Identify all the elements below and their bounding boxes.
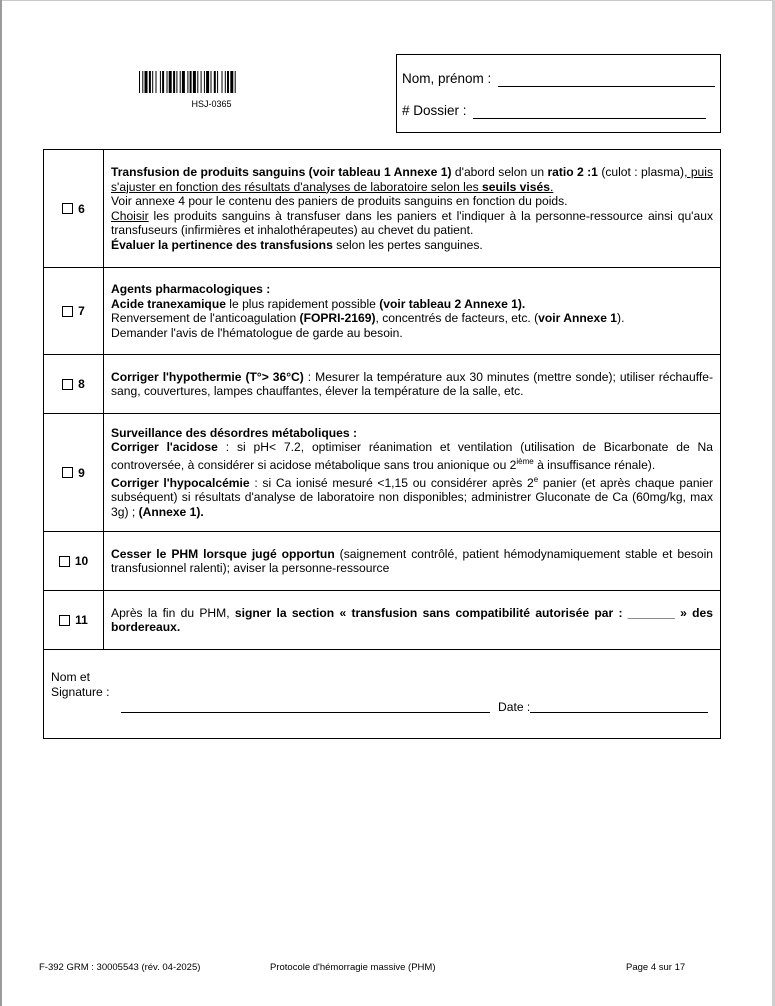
barcode-bar [182, 71, 185, 93]
barcode-bar [193, 71, 196, 93]
step-text-segment: Transfusion de produits sanguins (voir tableau 1 Annexe 1) [111, 165, 452, 179]
step-row [44, 591, 720, 650]
step-text-segment: Choisir [111, 208, 149, 223]
step-text-segment: panier (et après chaque panier subséquent) si résultats d'analyse de laboratoire non disponibles; administrer Gluconate de Ca (60mg/kg, max 3g) ; [111, 475, 713, 519]
footer-form-code: F-392 GRM : 30005543 (rév. 04-2025) [39, 962, 201, 973]
step-text-segment: Demander l'avis de l'hématologue de garde au besoin. [111, 325, 403, 340]
step-text-line [111, 238, 713, 253]
step-text-line [111, 606, 713, 635]
page-left-edge [0, 0, 2, 1006]
step-number-cell [44, 268, 104, 354]
step-text-segment: Corriger l'hypothermie (T°> 36°C) [111, 369, 304, 384]
step-number-cell [44, 414, 104, 531]
step-text-line [111, 209, 713, 238]
step-checkbox[interactable] [62, 306, 73, 317]
barcode-bar [204, 71, 205, 93]
signature-label-line2: Signature : [51, 685, 110, 699]
step-text-line [111, 326, 713, 341]
barcode-bar [160, 71, 161, 93]
step-text-segment: Corriger l'acidose [111, 440, 218, 455]
step-text-segment: Acide tranexamique [111, 296, 226, 311]
step-text-segment: selon les pertes sanguines. [332, 237, 483, 252]
barcode-bar [145, 71, 148, 93]
barcode-bar [222, 71, 223, 93]
step-text-segment: (saignement contrôlé, patient hémodynamiquement stable et besoin transfusionnel ralenti); aviser la personne-ressource [111, 546, 713, 575]
step-text-line [111, 547, 713, 576]
step-number-cell [44, 591, 104, 649]
barcode-bar [206, 71, 209, 93]
step-text-segment: à insuffisance rénale). [533, 458, 656, 472]
step-text-segment: ). [617, 311, 625, 325]
patient-name-label: Nom, prénom : [402, 71, 492, 86]
step-checkbox[interactable] [59, 615, 70, 626]
step-content [104, 591, 720, 649]
step-text-segment: : Mesurer la température aux 30 minutes (mettre sonde); utiliser réchauffe-sang, couvertures, lampes chauffantes, élever la température de la salle, etc. [111, 369, 713, 398]
step-checkbox[interactable] [62, 379, 73, 390]
dossier-label: # Dossier : [402, 103, 467, 118]
step-text-segment: (culot : plasma) [597, 165, 685, 179]
step-text-line [111, 282, 713, 297]
step-number: 11 [75, 613, 88, 627]
barcode-bar [211, 71, 212, 93]
step-text-segment: voir Annexe 1 [538, 311, 618, 325]
step-text-segment: d'abord selon un [451, 165, 548, 179]
date-label: Date : [498, 700, 531, 714]
step-text-segment: Renversement de l'anticoagulation [111, 311, 300, 325]
barcode-bar [235, 71, 236, 93]
step-text-segment: . [549, 179, 554, 194]
step-number: 9 [78, 465, 85, 480]
signature-section [43, 649, 721, 739]
step-text-line [111, 194, 713, 209]
signature-field[interactable] [121, 712, 490, 713]
date-field[interactable] [530, 712, 708, 713]
step-number: 6 [78, 201, 85, 216]
barcode-bar [149, 71, 151, 93]
step-text-segment: le plus rapidement possible [225, 296, 380, 311]
step-text-line [111, 297, 713, 312]
step-text-line [111, 440, 713, 472]
step-row [44, 355, 720, 414]
step-text-line [111, 311, 713, 326]
step-text-segment: : si Ca ionisé mesuré <1,15 ou considérer après 2 [249, 475, 534, 490]
barcode-image [139, 71, 301, 93]
signature-label-line1: Nom et [51, 670, 90, 684]
barcode-bar [180, 71, 181, 93]
step-text-line [111, 426, 713, 441]
barcode-label: HSJ-0365 [191, 99, 232, 109]
step-row [44, 414, 720, 532]
step-text-segment: , puis s'ajuster en fonction des résultats d'analyses de laboratoire selon les [111, 165, 714, 194]
barcode-bar [167, 71, 168, 93]
step-text-segment: e [533, 474, 539, 484]
step-text-line [111, 165, 713, 194]
step-row [44, 532, 720, 591]
barcode-bar [214, 71, 216, 93]
step-number-cell [44, 150, 104, 267]
barcode-bar [142, 71, 143, 93]
step-checkbox[interactable] [62, 467, 73, 478]
barcode-bar [197, 71, 198, 93]
barcode-bar [139, 71, 140, 93]
step-number: 8 [78, 377, 85, 391]
step-content [104, 150, 720, 267]
barcode-bar [176, 71, 177, 93]
barcode-bar [187, 71, 188, 93]
footer-page-number: Page 4 sur 17 [626, 962, 686, 973]
step-row [44, 150, 720, 268]
step-row [44, 268, 720, 355]
step-content [104, 355, 720, 413]
barcode-bar [173, 71, 175, 93]
step-number: 10 [74, 554, 89, 568]
barcode-bar [201, 71, 202, 93]
barcode-bar [225, 71, 226, 93]
step-number-cell [44, 355, 104, 413]
barcode-bar [217, 71, 218, 93]
step-content [104, 532, 720, 590]
step-text-segment: Agents pharmacologiques : [111, 282, 271, 296]
barcode-bar [190, 71, 192, 93]
patient-name-field[interactable] [498, 86, 715, 87]
step-text-segment: Évaluer la pertinence des transfusions [111, 237, 333, 252]
step-text-segment: Corriger l'hypocalcémie [111, 475, 250, 490]
page-top-edge [0, 0, 775, 1]
step-text-segment: (voir tableau 2 Annexe 1). [379, 296, 526, 311]
step-number-cell [44, 532, 104, 590]
step-text-segment: ratio 2 :1 [547, 165, 598, 179]
step-text-segment: , concentrés de facteurs, etc. ( [375, 311, 539, 325]
barcode-bar [152, 71, 153, 93]
step-content [104, 414, 720, 531]
step-text-segment: Après la fin du PHM, [111, 605, 235, 620]
step-content [104, 268, 720, 354]
step-text-segment: Cesser le PHM lorsque jugé opportun [111, 546, 335, 561]
step-text-segment: seuils visés [482, 179, 550, 194]
step-number: 7 [78, 304, 85, 318]
step-checkbox[interactable] [59, 556, 70, 567]
step-text-segment: : si pH< 7.2, optimiser réanimation et ventilation (utilisation de Bicarbonate de Na controversée, à considérer si acidose métabolique sans trou anionique ou 2 [111, 440, 713, 472]
footer-doc-title: Protocole d'hémorragie massive (PHM) [270, 962, 436, 973]
barcode-bar [162, 71, 164, 93]
patient-id-box [396, 54, 721, 133]
step-text-segment: signer la section « transfusion sans compatibilité autorisée par : _______ » des bordereaux. [111, 605, 713, 634]
step-text-segment: (Annexe 1). [138, 504, 204, 519]
barcode-bar [156, 71, 157, 93]
step-text-segment: Voir annexe 4 pour le contenu des paniers de produits sanguins en fonction du poids. [111, 194, 568, 208]
barcode-bar [230, 71, 233, 93]
signature-label [51, 670, 110, 700]
step-text-segment: les produits sanguins à transfuser dans les paniers et l'indiquer à la personne-ressource ainsi qu'aux transfuseurs (infirmières et inhalothérapeutes) au chevet du patient. [111, 208, 713, 237]
protocol-steps-table [43, 149, 721, 650]
step-text-segment: Surveillance des désordres métaboliques : [111, 425, 357, 440]
step-text-line [111, 370, 713, 399]
barcode-bar [227, 71, 229, 93]
barcode-bar [169, 71, 172, 93]
step-text-line [111, 473, 713, 520]
step-text-segment: ième [516, 456, 534, 466]
step-text-segment: (FOPRI-2169) [299, 311, 376, 325]
step-checkbox[interactable] [62, 203, 73, 214]
dossier-field[interactable] [473, 118, 706, 119]
